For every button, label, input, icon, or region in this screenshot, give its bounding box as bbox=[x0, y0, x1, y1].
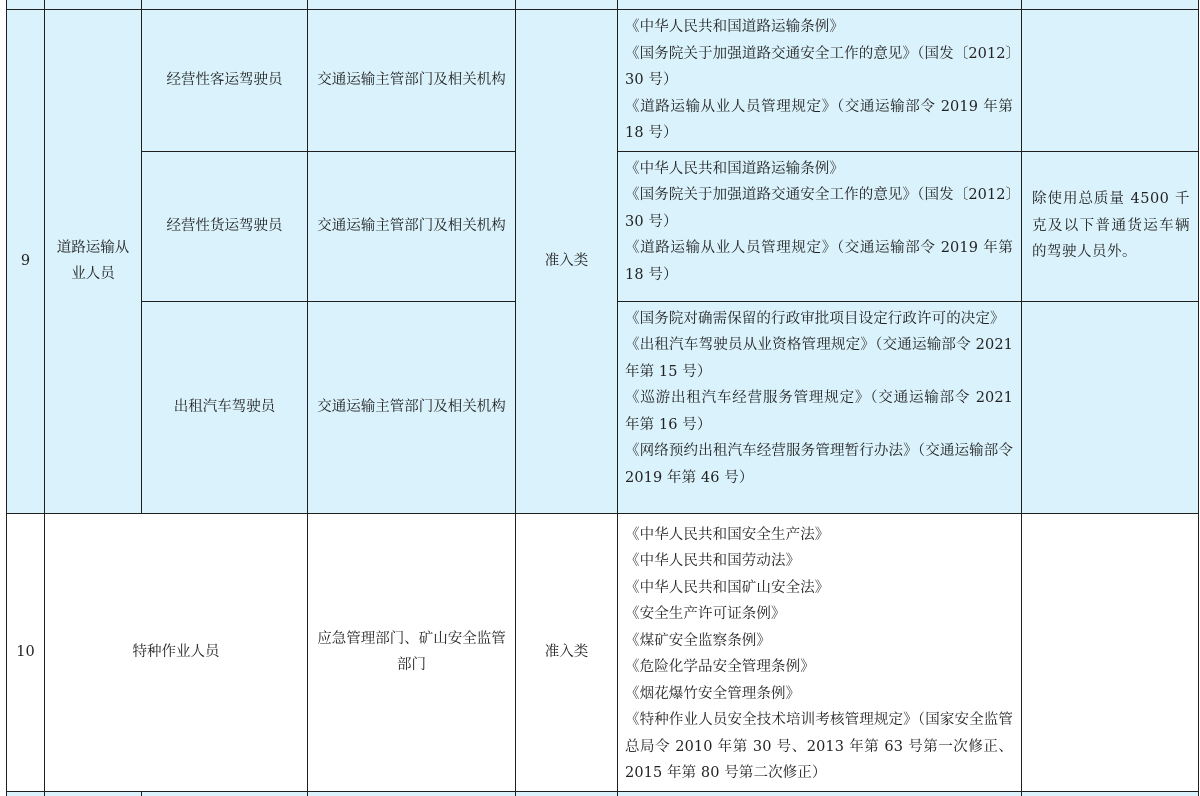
legal-basis-item: 《中华人民共和国道路运输条例》 bbox=[625, 19, 844, 35]
legal-basis-item: 《特种作业人员安全技术培训考核管理规定》（国家安全监管总局令 2010 年第 30 号、2013 年第 63 号第一次修正、2015 年第 80 号第二次修正） bbox=[625, 712, 1013, 781]
previous-row-remnant bbox=[7, 0, 1199, 10]
legal-basis-item: 《中华人民共和国矿山安全法》 bbox=[625, 579, 830, 596]
department-cell: 交通运输主管部门及相关机构 bbox=[308, 301, 516, 513]
remark-cell bbox=[1022, 10, 1199, 152]
department-cell: 交通运输主管部门及相关机构 bbox=[308, 151, 516, 301]
legal-basis-item: 《国务院关于加强道路交通安全工作的意见》（国发〔2012〕30 号） bbox=[625, 187, 1013, 230]
legal-basis-item: 《巡游出租汽车经营服务管理规定》（交通运输部令 2021 年第 16 号） bbox=[625, 390, 1013, 433]
legal-basis-item: 《出租汽车驾驶员从业资格管理规定》（交通运输部令 2021 年第 15 号） bbox=[625, 337, 1013, 380]
legal-basis-cell bbox=[618, 10, 1022, 152]
legal-basis-item: 《安全生产许可证条例》 bbox=[625, 606, 786, 622]
type-cell: 准入类 bbox=[516, 10, 618, 514]
legal-basis-cell bbox=[618, 151, 1022, 301]
type-cell: 准入类 bbox=[516, 513, 618, 791]
legal-basis-item: 《煤矿安全监察条例》 bbox=[625, 632, 771, 649]
remark-cell bbox=[1022, 301, 1199, 513]
legal-basis-cell bbox=[618, 301, 1022, 513]
row-number: 10 bbox=[7, 513, 45, 791]
table-row bbox=[7, 513, 1199, 791]
legal-basis-item: 《道路运输从业人员管理规定》（交通运输部令 2019 年第 18 号） bbox=[625, 98, 1013, 141]
next-row-remnant bbox=[7, 791, 1199, 796]
category-cell: 特种作业人员 bbox=[45, 513, 308, 791]
category-cell: 道路运输从业人员 bbox=[45, 10, 142, 514]
legal-basis-item: 《中华人民共和国劳动法》 bbox=[625, 553, 801, 569]
department-cell: 应急管理部门、矿山安全监管部门 bbox=[308, 513, 516, 791]
legal-basis-item: 《中华人民共和国道路运输条例》 bbox=[625, 160, 844, 177]
table-row bbox=[7, 10, 1199, 152]
legal-basis-item: 《危险化学品安全管理条例》 bbox=[625, 659, 815, 675]
remark-cell: 除使用总质量 4500 千克及以下普通货运车辆的驾驶人员外。 bbox=[1022, 151, 1199, 301]
legal-basis-item: 《国务院关于加强道路交通安全工作的意见》（国发〔2012〕30 号） bbox=[625, 45, 1013, 88]
occupation-name: 出租汽车驾驶员 bbox=[142, 301, 308, 513]
legal-basis-item: 《道路运输从业人员管理规定》（交通运输部令 2019 年第 18 号） bbox=[625, 240, 1013, 283]
remark-cell bbox=[1022, 513, 1199, 791]
legal-basis-item: 《国务院对确需保留的行政审批项目设定行政许可的决定》 bbox=[625, 310, 1005, 327]
department-cell: 交通运输主管部门及相关机构 bbox=[308, 10, 516, 152]
legal-basis-cell bbox=[618, 513, 1022, 791]
row-number: 9 bbox=[7, 10, 45, 514]
occupation-name: 经营性客运驾驶员 bbox=[142, 10, 308, 152]
qualification-table bbox=[6, 0, 1199, 796]
legal-basis-item: 《中华人民共和国安全生产法》 bbox=[625, 526, 830, 543]
legal-basis-item: 《网络预约出租汽车经营服务管理暂行办法》（交通运输部令 2019 年第 46 号） bbox=[625, 443, 1013, 486]
occupation-name: 经营性货运驾驶员 bbox=[142, 151, 308, 301]
legal-basis-item: 《烟花爆竹安全管理条例》 bbox=[625, 685, 801, 702]
